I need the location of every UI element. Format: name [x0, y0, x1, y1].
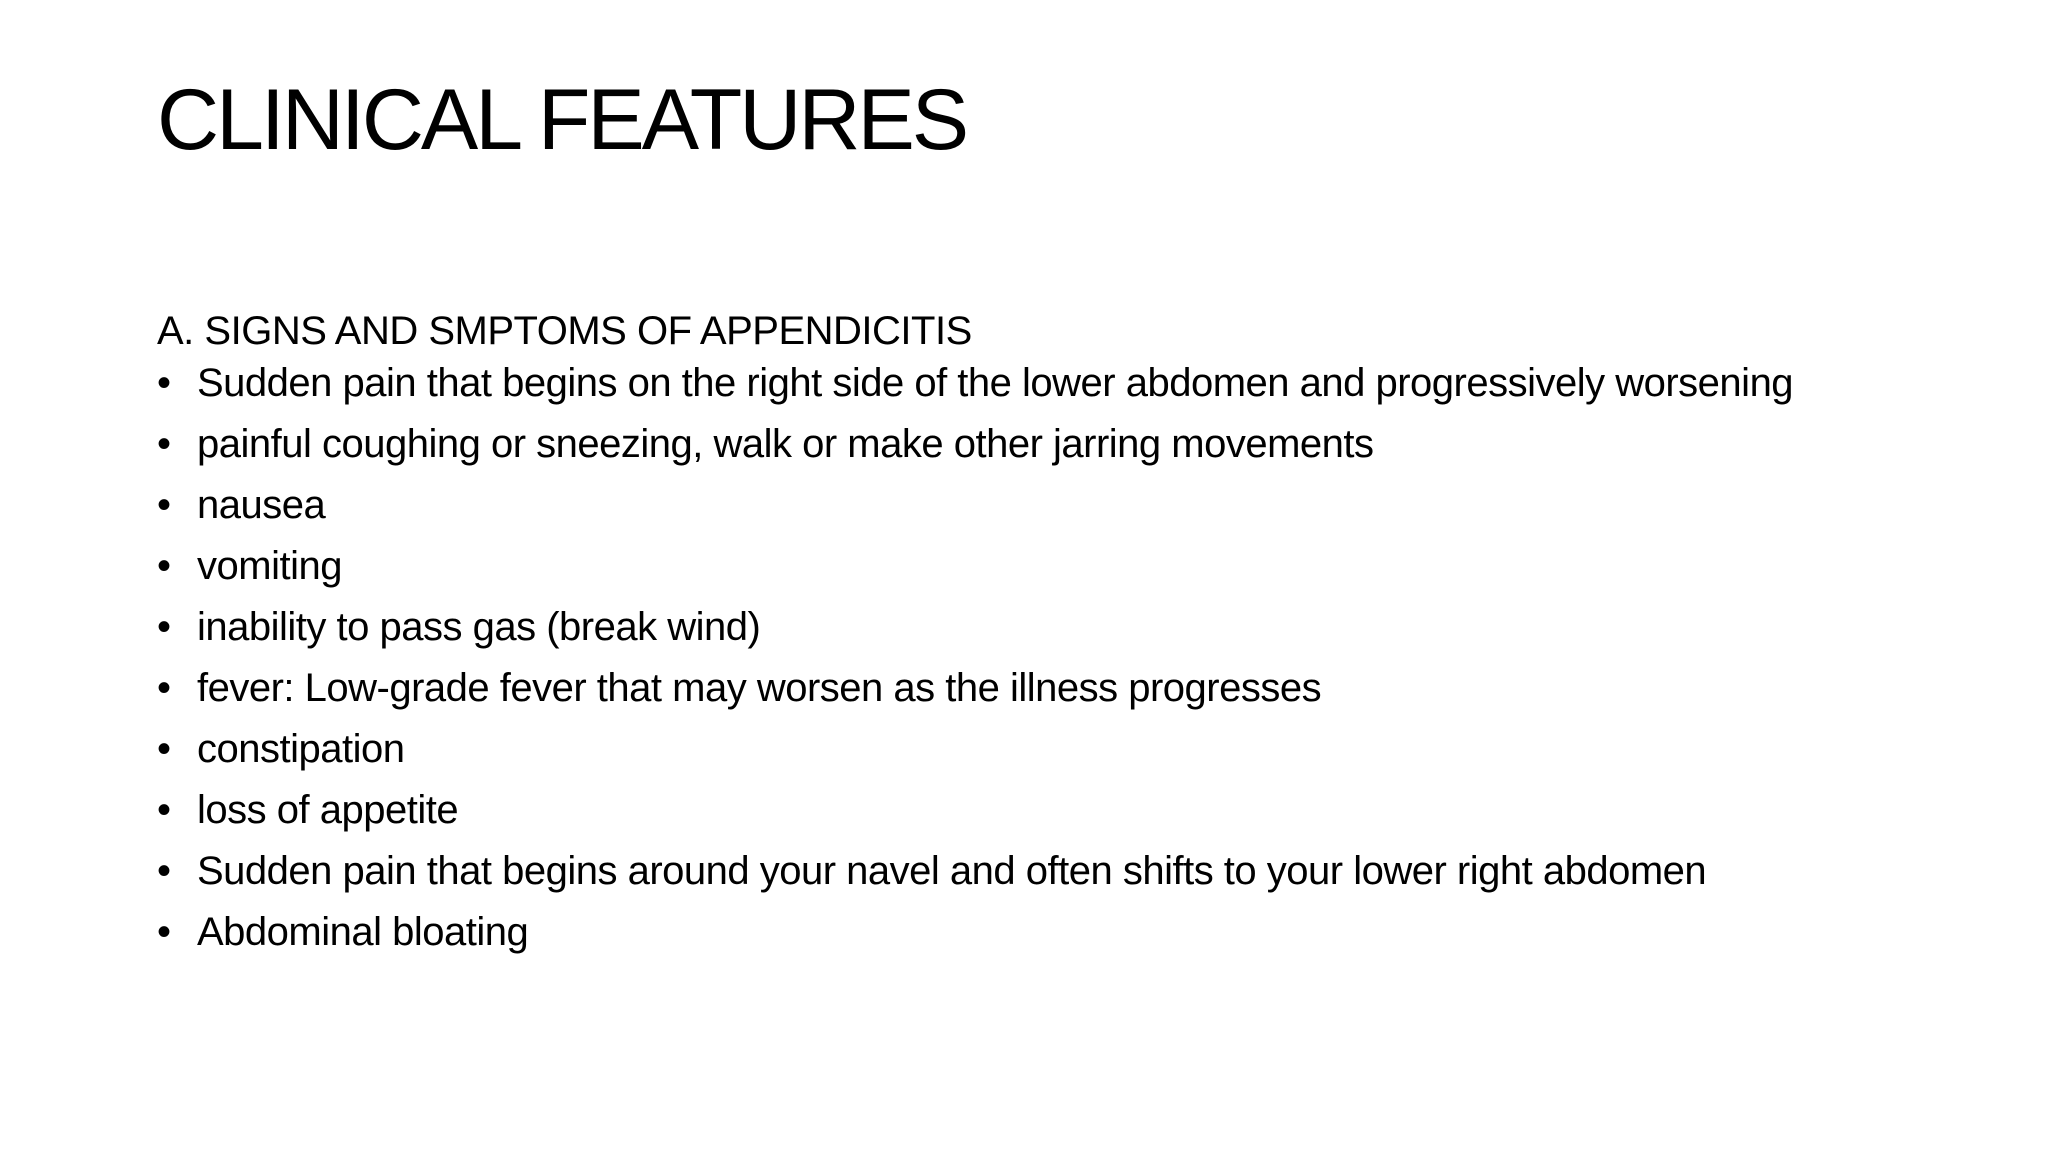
bullet-icon: • [157, 666, 171, 710]
slide-content [157, 303, 1957, 973]
bullet-icon: • [157, 910, 171, 954]
list-item [157, 363, 1957, 403]
bullet-icon: • [157, 361, 171, 405]
list-item-text: loss of appetite [197, 788, 459, 832]
list-item [157, 790, 1957, 830]
list-item-text: constipation [197, 727, 405, 771]
bullet-icon: • [157, 849, 171, 893]
list-item [157, 729, 1957, 769]
bullet-icon: • [157, 727, 171, 771]
bullet-icon: • [157, 788, 171, 832]
bullet-icon: • [157, 483, 171, 527]
list-item-text: vomiting [197, 544, 342, 588]
list-item [157, 424, 1957, 464]
list-item [157, 668, 1957, 708]
list-item-text: Sudden pain that begins on the right side of the lower abdomen and progressively worsening [197, 361, 1794, 405]
bullet-list [157, 363, 1957, 952]
list-item-text: Sudden pain that begins around your navel and often shifts to your lower right abdomen [197, 849, 1707, 893]
bullet-icon: • [157, 605, 171, 649]
list-item [157, 851, 1957, 891]
list-item-text: fever: Low-grade fever that may worsen as the illness progresses [197, 666, 1322, 710]
list-item [157, 485, 1957, 525]
bullet-icon: • [157, 422, 171, 466]
list-item-text: painful coughing or sneezing, walk or make other jarring movements [197, 422, 1374, 466]
list-item-text: inability to pass gas (break wind) [197, 605, 761, 649]
list-item [157, 912, 1957, 952]
section-heading: A. SIGNS AND SMPTOMS OF APPENDICITIS [157, 309, 972, 353]
list-item [157, 546, 1957, 586]
slide-title: CLINICAL FEATURES [157, 72, 967, 168]
list-item-text: Abdominal bloating [197, 910, 529, 954]
bullet-icon: • [157, 544, 171, 588]
list-item-text: nausea [197, 483, 326, 527]
list-item [157, 607, 1957, 647]
